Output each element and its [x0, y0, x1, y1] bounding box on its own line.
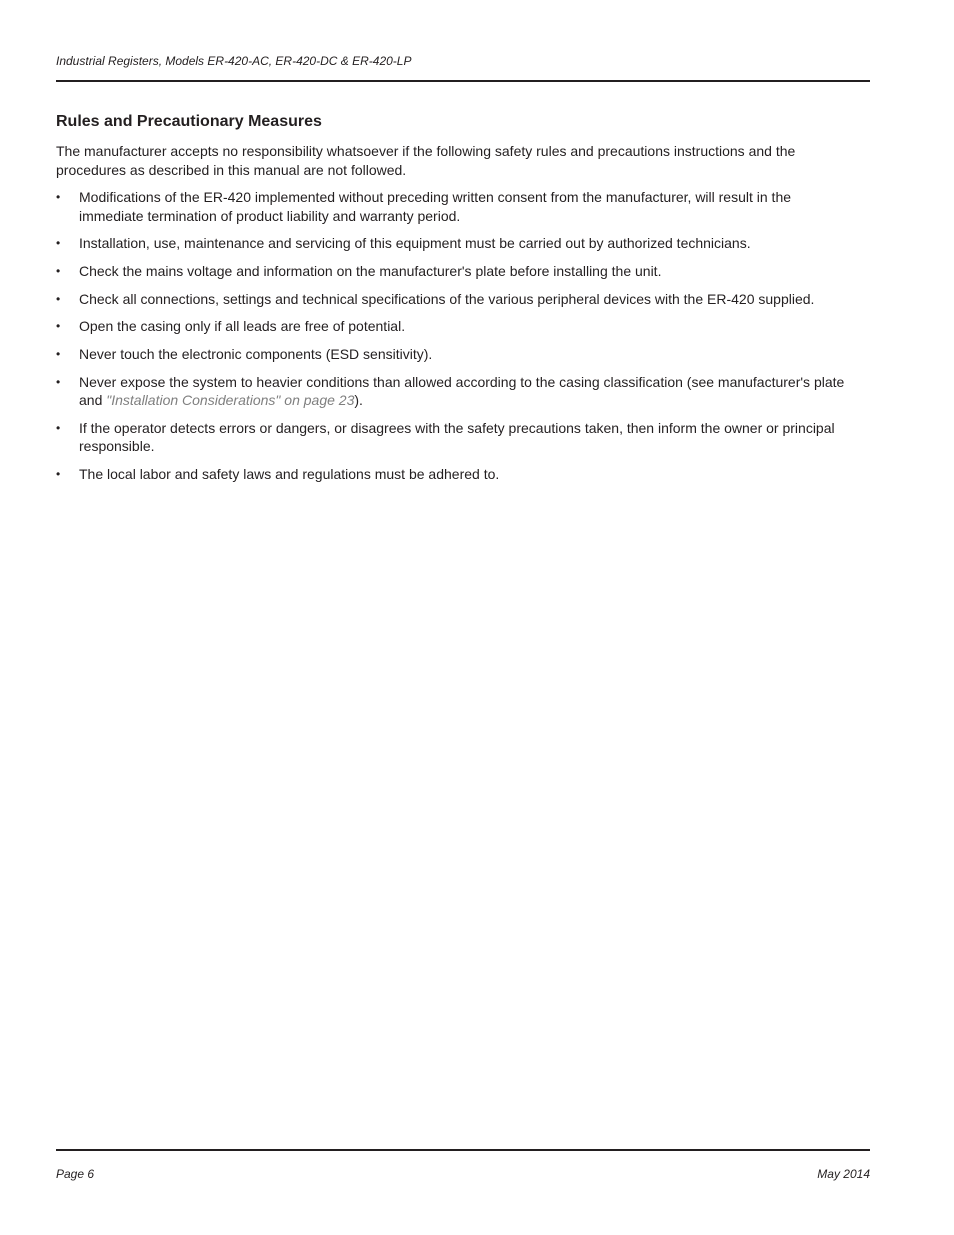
bullet-icon: •	[56, 467, 61, 481]
page-number: Page 6	[56, 1167, 95, 1181]
list-item	[56, 345, 856, 364]
list-item	[56, 188, 856, 225]
list-item-text: Check the mains voltage and information on the manufacturer's plate before installing the unit.	[79, 262, 662, 279]
header-divider	[56, 80, 870, 82]
bullet-icon: •	[56, 291, 61, 306]
bullet-icon: •	[56, 236, 61, 251]
list-item-text: Open the casing only if all leads are free of potential.	[79, 318, 406, 335]
list-item-text: Installation, use, maintenance and servicing of this equipment must be carried out by authorized technicians.	[79, 235, 751, 252]
list-item	[56, 317, 856, 336]
list-item	[56, 373, 856, 410]
footer-divider	[56, 1149, 870, 1151]
bullet-icon: •	[56, 190, 61, 204]
running-header: Industrial Registers, Models ER-420-AC, ER-420-DC & ER-420-LP	[56, 54, 412, 68]
bullet-icon: •	[56, 420, 61, 435]
precautions-list	[56, 188, 856, 493]
bullet-icon: •	[56, 374, 61, 389]
list-item-text: The local labor and safety laws and regulations must be adhered to.	[79, 466, 500, 482]
bullet-icon: •	[56, 263, 61, 278]
list-item-text: If the operator detects errors or dangers, or disagrees with the safety precautions taken, then inform the owner or principal responsible.	[79, 419, 835, 455]
intro-paragraph: The manufacturer accepts no responsibility whatsoever if the following safety rules and precautions instructions and the procedures as described in this manual are not followed.	[56, 143, 796, 178]
list-item	[56, 234, 856, 253]
list-item	[56, 465, 856, 484]
section-title: Rules and Precautionary Measures	[56, 113, 322, 130]
publication-date: May 2014	[817, 1167, 870, 1181]
bullet-icon: •	[56, 346, 61, 361]
installation-considerations-link[interactable]: "Installation Considerations" on page 23	[106, 392, 355, 409]
list-item	[56, 290, 856, 309]
list-item	[56, 262, 856, 281]
list-item-text-end: ).	[354, 392, 363, 409]
list-item-text: Check all connections, settings and technical specifications of the various peripheral devices with the ER-420 supplied.	[79, 290, 815, 307]
list-item	[56, 419, 856, 456]
list-item-text: Modifications of the ER-420 implemented without preceding written consent from the manufacturer, will result in the immediate termination of product liability and warranty period.	[79, 189, 792, 224]
bullet-icon: •	[56, 319, 61, 334]
list-item-text: Never expose the system to heavier conditions than allowed according to the casing classification (see manufacturer's plate and	[79, 373, 845, 409]
list-item-text: Never touch the electronic components (ESD sensitivity).	[79, 345, 433, 362]
